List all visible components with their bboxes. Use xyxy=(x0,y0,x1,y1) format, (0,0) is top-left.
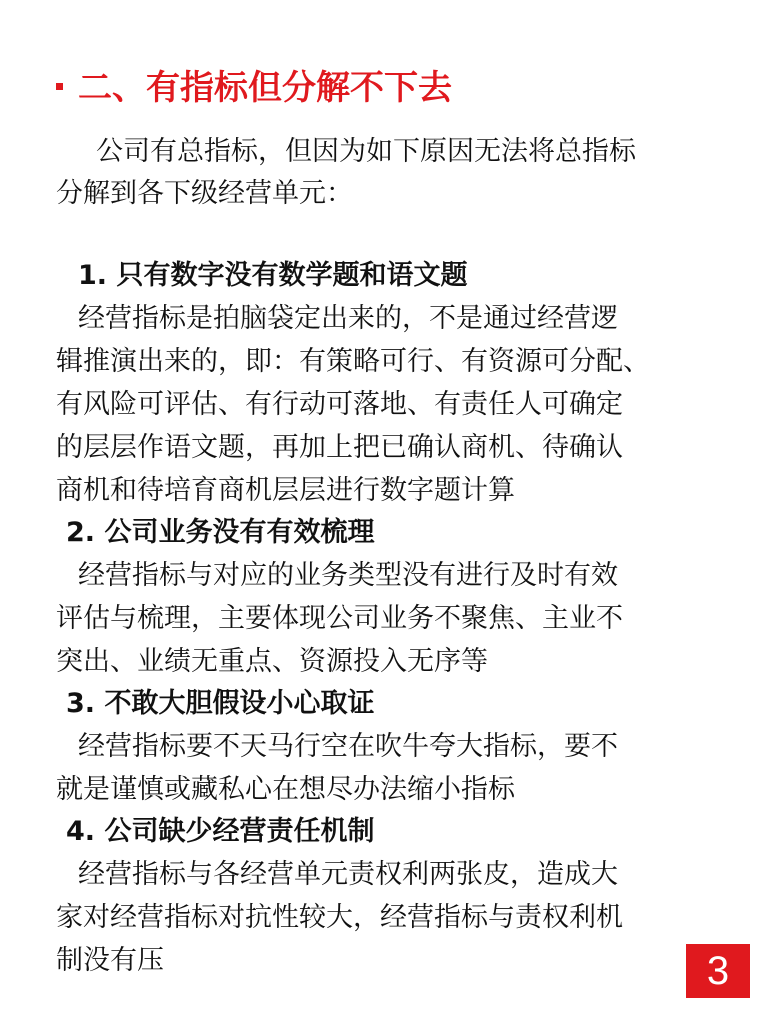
section-heading: 3. 不敢大胆假设小心取证 xyxy=(66,688,375,719)
title-bullet xyxy=(56,83,63,90)
page-title: 二、有指标但分解不下去 xyxy=(78,68,452,108)
section-text: 就是谨慎或藏私心在想尽办法缩小指标 xyxy=(56,774,515,805)
section-heading: 4. 公司缺少经营责任机制 xyxy=(66,816,375,847)
intro-line: 公司有总指标，但因为如下原因无法将总指标 xyxy=(96,136,636,167)
section-text: 经营指标与各经营单元责权利两张皮，造成大 xyxy=(78,859,618,890)
section-text: 制没有压 xyxy=(56,945,164,976)
section-text: 商机和待培育商机层层进行数字题计算 xyxy=(56,475,515,506)
section-text: 突出、业绩无重点、资源投入无序等 xyxy=(56,646,488,677)
section-text: 经营指标与对应的业务类型没有进行及时有效 xyxy=(78,560,618,591)
section-text: 经营指标要不天马行空在吹牛夸大指标，要不 xyxy=(78,731,618,762)
section-text: 经营指标是拍脑袋定出来的，不是通过经营逻 xyxy=(78,303,618,334)
section-text: 评估与梳理，主要体现公司业务不聚焦、主业不 xyxy=(56,603,623,634)
section-heading: 1. 只有数字没有数学题和语文题 xyxy=(78,260,468,291)
section-heading: 2. 公司业务没有有效梳理 xyxy=(66,517,375,548)
page-number-badge: 3 xyxy=(686,944,750,998)
section-text: 辑推演出来的，即：有策略可行、有资源可分配、 xyxy=(56,346,650,377)
section-text: 家对经营指标对抗性较大，经营指标与责权利机 xyxy=(56,902,623,933)
intro-line: 分解到各下级经营单元： xyxy=(56,178,353,209)
section-text: 有风险可评估、有行动可落地、有责任人可确定 xyxy=(56,389,623,420)
section-text: 的层层作语文题，再加上把已确认商机、待确认 xyxy=(56,432,623,463)
